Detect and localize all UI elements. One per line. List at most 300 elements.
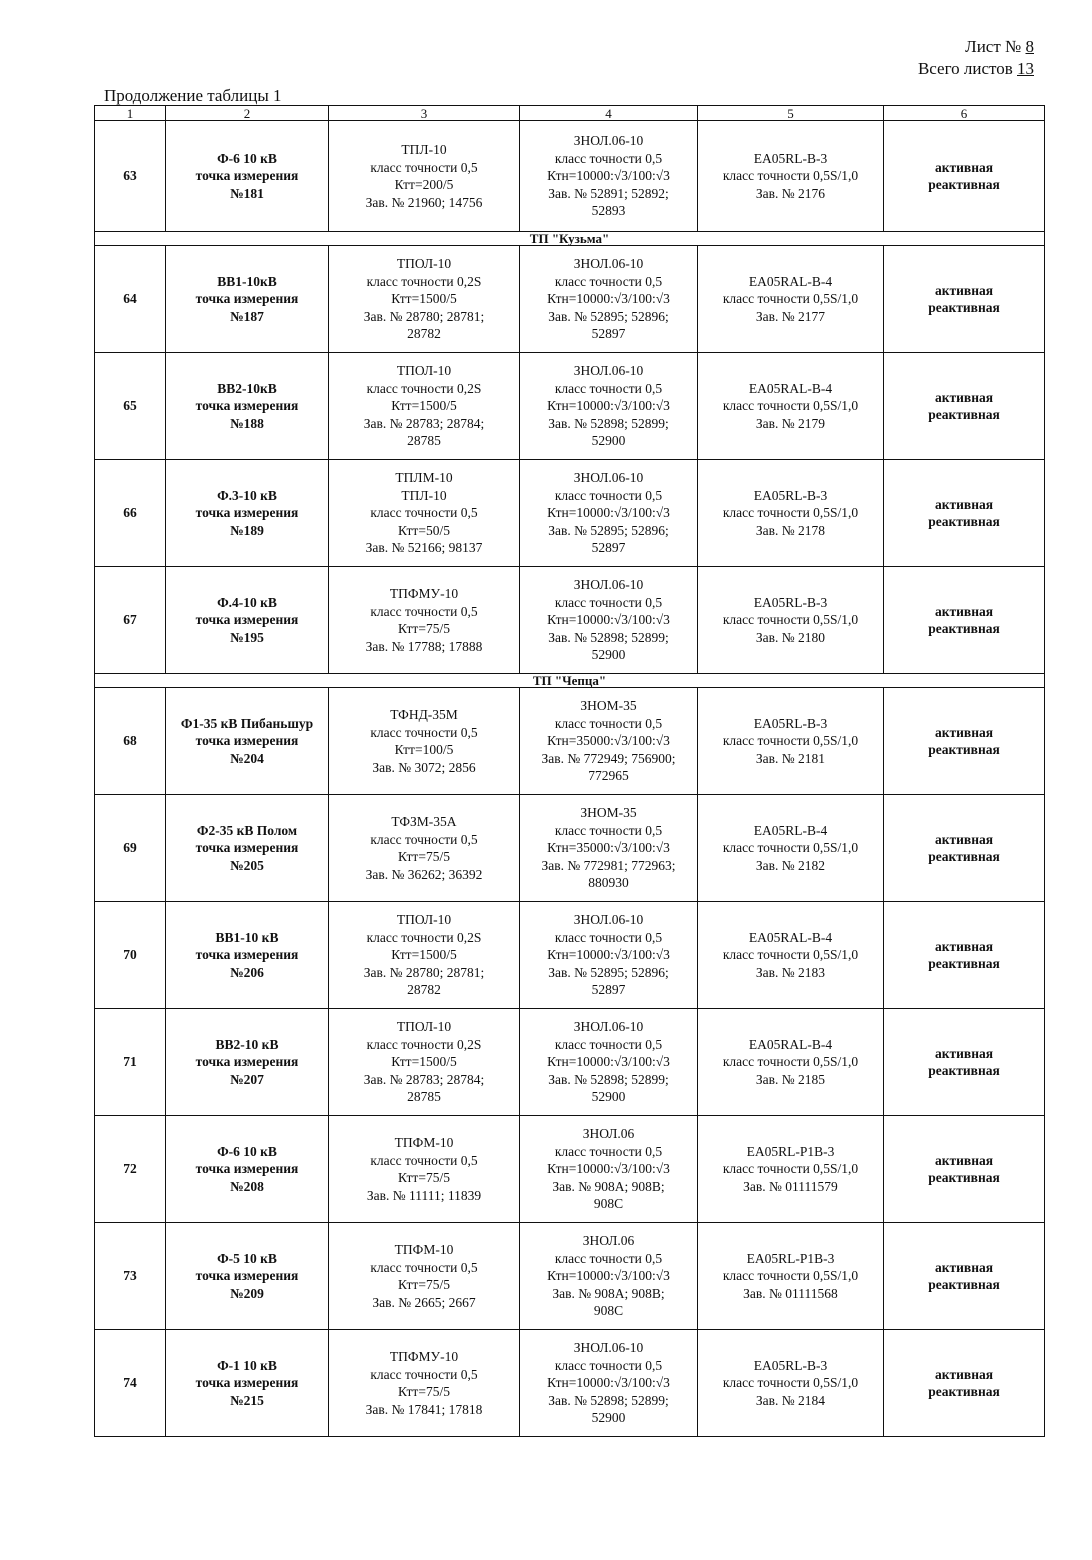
cell-line: ЗНОЛ.06-10: [573, 577, 644, 593]
cell-line: активная: [934, 1259, 994, 1275]
cell-line: ТФНД-35М: [390, 707, 458, 722]
energy-type-cell: [884, 121, 1045, 232]
cell-line: ЗНОЛ.06-10: [573, 1340, 644, 1356]
cell-line: класс точности 0,5: [554, 1250, 663, 1266]
cell-line: Ктт=1500/5: [391, 1054, 457, 1070]
voltage-transformer-cell: [520, 460, 698, 567]
cell-line: Ктн=10000:√3/100:√3: [547, 291, 670, 307]
meter-cell: [698, 567, 884, 674]
section-title: ТП "Кузьма": [95, 232, 1045, 246]
table-row: [95, 688, 1045, 795]
cell-line: 52897: [591, 326, 626, 342]
energy-type-cell: [884, 688, 1045, 795]
cell-line: Ктн=10000:√3/100:√3: [547, 398, 670, 414]
cell-line: EA05RAL-B-4: [748, 273, 833, 289]
energy-type-cell: [884, 1330, 1045, 1437]
cell-line: точка измерения: [195, 398, 299, 414]
measurement-points-table: [94, 105, 1045, 1437]
row-number-cell: 66: [95, 460, 166, 567]
cell-line: EA05RL-B-3: [753, 487, 828, 503]
cell-line: Ф-6 10 кВ: [217, 1143, 277, 1159]
meter-cell: [698, 795, 884, 902]
measurement-point-cell: [166, 353, 329, 460]
cell-line: реактивная: [928, 407, 1000, 422]
cell-line: №205: [230, 857, 264, 873]
voltage-transformer-cell: [520, 246, 698, 353]
measurement-point-cell: [166, 1223, 329, 1330]
table-row: [95, 567, 1045, 674]
current-transformer-cell: [329, 460, 520, 567]
total-number: 13: [1017, 59, 1034, 78]
cell-line: ВВ1-10кВ: [217, 273, 277, 289]
voltage-transformer-cell: [520, 353, 698, 460]
cell-line: класс точности 0,5S/1,0: [722, 733, 859, 749]
cell-line: Зав. № 52898; 52899;: [548, 1071, 669, 1087]
cell-line: №209: [230, 1285, 264, 1301]
voltage-transformer-cell: [520, 1116, 698, 1223]
cell-line: ЗНОЛ.06: [582, 1233, 635, 1249]
cell-line: реактивная: [928, 956, 1000, 971]
cell-line: точка измерения: [195, 947, 299, 963]
cell-line: ЗНОМ-35: [580, 698, 637, 714]
cell-line: 28785: [407, 1089, 441, 1105]
cell-line: Ф-5 10 кВ: [217, 1250, 277, 1266]
energy-type-cell: [884, 567, 1045, 674]
cell-line: EA05RL-B-3: [753, 150, 828, 166]
cell-line: точка измерения: [195, 505, 299, 521]
row-number-cell: 72: [95, 1116, 166, 1223]
cell-line: Зав. № 52895; 52896;: [548, 522, 669, 538]
cell-line: Ктт=1500/5: [391, 291, 457, 307]
cell-line: Ф.4-10 кВ: [217, 594, 277, 610]
cell-line: Зав. № 36262; 36392: [365, 866, 483, 882]
cell-line: Зав. № 2176: [755, 185, 826, 201]
cell-line: активная: [934, 831, 994, 847]
cell-line: Зав. № 01111568: [743, 1285, 838, 1301]
cell-line: №204: [230, 750, 264, 766]
cell-line: Ктн=10000:√3/100:√3: [547, 947, 670, 963]
meter-cell: [698, 902, 884, 1009]
total-sheets-line: [918, 58, 1034, 80]
cell-line: EA05RL-B-4: [753, 822, 828, 838]
table-row: [95, 460, 1045, 567]
cell-line: Зав. № 2182: [755, 857, 826, 873]
energy-type-cell: [884, 1116, 1045, 1223]
cell-line: Зав. № 17841; 17818: [365, 1401, 483, 1417]
cell-line: Зав. № 3072; 2856: [372, 759, 476, 775]
cell-line: класс точности 0,5S/1,0: [722, 1054, 859, 1070]
cell-line: EA05RAL-B-4: [748, 1036, 833, 1052]
table-row: [95, 353, 1045, 460]
cell-line: Ф.3-10 кВ: [217, 487, 277, 503]
cell-line: активная: [934, 1366, 994, 1382]
cell-line: точка измерения: [195, 840, 299, 856]
cell-line: 52893: [591, 203, 626, 219]
column-number: 6: [884, 106, 1045, 121]
cell-line: ТПЛМ-10: [395, 470, 453, 486]
cell-line: ЗНОЛ.06-10: [573, 1019, 644, 1035]
cell-line: ТПЛ-10: [401, 142, 447, 157]
column-number: 2: [166, 106, 329, 121]
sheet-number-line: [918, 36, 1034, 58]
cell-line: Ктн=10000:√3/100:√3: [547, 168, 670, 184]
cell-line: Ктт=75/5: [398, 849, 450, 864]
cell-line: класс точности 0,5S/1,0: [722, 168, 859, 184]
cell-line: Зав. № 11111; 11839: [366, 1187, 482, 1203]
cell-line: активная: [934, 159, 994, 175]
sheet-info: [918, 36, 1034, 80]
cell-line: точка измерения: [195, 1054, 299, 1070]
cell-line: класс точности 0,5S/1,0: [722, 398, 859, 414]
cell-line: 28785: [407, 433, 441, 449]
cell-line: Зав. № 2180: [755, 629, 826, 645]
cell-line: точка измерения: [195, 733, 299, 749]
current-transformer-cell: [329, 1116, 520, 1223]
cell-line: Ктн=10000:√3/100:√3: [547, 505, 670, 521]
cell-line: реактивная: [928, 1277, 1000, 1292]
cell-line: активная: [934, 282, 994, 298]
current-transformer-cell: [329, 246, 520, 353]
cell-line: активная: [934, 389, 994, 405]
cell-line: 52897: [591, 540, 626, 556]
cell-line: EA05RL-P1B-3: [746, 1250, 835, 1266]
cell-line: класс точности 0,5: [554, 380, 663, 396]
cell-line: ВВ2-10кВ: [217, 380, 277, 396]
cell-line: Ктн=10000:√3/100:√3: [547, 1161, 670, 1177]
measurement-point-cell: [166, 246, 329, 353]
cell-line: Ктт=200/5: [394, 177, 454, 192]
voltage-transformer-cell: [520, 795, 698, 902]
meter-cell: [698, 246, 884, 353]
table-row: [95, 121, 1045, 232]
cell-line: класс точности 0,5: [554, 594, 663, 610]
cell-line: Ктт=75/5: [398, 1170, 450, 1185]
cell-line: Зав. № 52898; 52899;: [548, 629, 669, 645]
cell-line: класс точности 0,2S: [366, 273, 482, 289]
cell-line: Ктн=10000:√3/100:√3: [547, 612, 670, 628]
cell-line: EA05RAL-B-4: [748, 380, 833, 396]
meter-cell: [698, 460, 884, 567]
cell-line: Ктт=75/5: [398, 1384, 450, 1399]
cell-line: класс точности 0,5: [370, 831, 478, 847]
cell-line: ЗНОЛ.06-10: [573, 363, 644, 379]
table-row: [95, 1223, 1045, 1330]
column-number-row: [95, 106, 1045, 121]
cell-line: класс точности 0,5: [554, 150, 663, 166]
cell-line: Ктн=35000:√3/100:√3: [547, 733, 670, 749]
cell-line: Зав. № 01111579: [743, 1178, 838, 1194]
energy-type-cell: [884, 1009, 1045, 1116]
cell-line: EA05RL-B-3: [753, 1357, 828, 1373]
cell-line: класс точности 0,5S/1,0: [722, 1375, 859, 1391]
cell-line: 52900: [591, 647, 626, 663]
cell-line: Зав. № 52898; 52899;: [548, 1392, 669, 1408]
current-transformer-cell: [329, 353, 520, 460]
cell-line: точка измерения: [195, 168, 299, 184]
cell-line: реактивная: [928, 621, 1000, 636]
cell-line: Ктт=75/5: [398, 621, 450, 636]
cell-line: класс точности 0,5S/1,0: [722, 1161, 859, 1177]
voltage-transformer-cell: [520, 902, 698, 1009]
cell-line: класс точности 0,5: [554, 273, 663, 289]
sheet-label: Лист №: [965, 37, 1022, 56]
cell-line: класс точности 0,5: [370, 1366, 478, 1382]
cell-line: Зав. № 908А; 908В;: [552, 1178, 665, 1194]
table-row: [95, 1009, 1045, 1116]
row-number-cell: 65: [95, 353, 166, 460]
cell-line: ТПОЛ-10: [396, 912, 452, 928]
cell-line: EA05RL-B-3: [753, 715, 828, 731]
meter-cell: [698, 1116, 884, 1223]
cell-line: №188: [230, 415, 264, 431]
cell-line: реактивная: [928, 1384, 1000, 1399]
section-header-row: [95, 674, 1045, 688]
cell-line: точка измерения: [195, 291, 299, 307]
meter-cell: [698, 353, 884, 460]
voltage-transformer-cell: [520, 567, 698, 674]
cell-line: Зав. № 52895; 52896;: [548, 308, 669, 324]
row-number-cell: 64: [95, 246, 166, 353]
cell-line: EA05RAL-B-4: [748, 929, 833, 945]
cell-line: Ктт=50/5: [398, 522, 450, 538]
cell-line: 52900: [591, 433, 626, 449]
cell-line: класс точности 0,5S/1,0: [722, 840, 859, 856]
cell-line: Ктн=10000:√3/100:√3: [547, 1375, 670, 1391]
meter-cell: [698, 1330, 884, 1437]
row-number-cell: 73: [95, 1223, 166, 1330]
cell-line: ТПФМУ-10: [389, 586, 459, 601]
cell-line: Ктн=10000:√3/100:√3: [547, 1054, 670, 1070]
voltage-transformer-cell: [520, 1009, 698, 1116]
table-continuation-caption: Продолжение таблицы 1: [104, 86, 282, 105]
cell-line: класс точности 0,5: [370, 1152, 478, 1168]
table-row: [95, 246, 1045, 353]
meter-cell: [698, 121, 884, 232]
cell-line: точка измерения: [195, 1268, 299, 1284]
cell-line: класс точности 0,5: [554, 1357, 663, 1373]
cell-line: Зав. № 2178: [755, 522, 826, 538]
cell-line: Зав. № 28783; 28784;: [363, 415, 485, 431]
cell-line: ЗНОЛ.06-10: [573, 912, 644, 928]
cell-line: Ф2-35 кВ Полом: [196, 822, 298, 838]
cell-line: №195: [230, 629, 264, 645]
cell-line: Ф-6 10 кВ: [217, 150, 277, 166]
cell-line: точка измерения: [195, 1375, 299, 1391]
cell-line: ЗНОЛ.06-10: [573, 470, 644, 486]
cell-line: Зав. № 28783; 28784;: [363, 1071, 485, 1087]
cell-line: класс точности 0,2S: [366, 380, 482, 396]
cell-line: класс точности 0,5: [554, 715, 663, 731]
cell-line: класс точности 0,5: [370, 159, 478, 175]
cell-line: реактивная: [928, 300, 1000, 315]
measurement-point-cell: [166, 795, 329, 902]
current-transformer-cell: [329, 1330, 520, 1437]
column-number: 1: [95, 106, 166, 121]
cell-line: Зав. № 772949; 756900;: [541, 750, 676, 766]
cell-line: класс точности 0,5: [554, 487, 663, 503]
row-number-cell: 69: [95, 795, 166, 902]
cell-line: Зав. № 2179: [755, 415, 826, 431]
cell-line: Зав. № 2183: [755, 964, 826, 980]
current-transformer-cell: [329, 688, 520, 795]
cell-line: 772965: [588, 768, 629, 784]
cell-line: ТФЗМ-35А: [391, 814, 457, 829]
meter-cell: [698, 1009, 884, 1116]
cell-line: ЗНОЛ.06-10: [573, 133, 644, 149]
cell-line: класс точности 0,5S/1,0: [722, 1268, 859, 1284]
cell-line: активная: [934, 603, 994, 619]
cell-line: 908С: [593, 1303, 624, 1319]
cell-line: №206: [230, 964, 264, 980]
cell-line: активная: [934, 724, 994, 740]
total-label: Всего листов: [917, 59, 1013, 78]
cell-line: активная: [934, 496, 994, 512]
cell-line: №189: [230, 522, 264, 538]
cell-line: класс точности 0,5: [554, 822, 663, 838]
cell-line: Зав. № 2177: [755, 308, 826, 324]
cell-line: Зав. № 52891; 52892;: [548, 185, 669, 201]
cell-line: Ктн=10000:√3/100:√3: [547, 1268, 670, 1284]
cell-line: Зав. № 2184: [755, 1392, 826, 1408]
cell-line: класс точности 0,5: [554, 1036, 663, 1052]
measurement-point-cell: [166, 460, 329, 567]
column-number: 5: [698, 106, 884, 121]
cell-line: Ктт=1500/5: [391, 947, 457, 963]
cell-line: класс точности 0,5: [370, 724, 478, 740]
cell-line: класс точности 0,5S/1,0: [722, 291, 859, 307]
cell-line: ЗНОМ-35: [580, 805, 637, 821]
energy-type-cell: [884, 1223, 1045, 1330]
cell-line: 52900: [591, 1089, 626, 1105]
cell-line: 880930: [588, 875, 629, 891]
row-number-cell: 71: [95, 1009, 166, 1116]
cell-line: активная: [934, 938, 994, 954]
cell-line: Зав. № 52895; 52896;: [548, 964, 669, 980]
table-row: [95, 1330, 1045, 1437]
meter-cell: [698, 1223, 884, 1330]
cell-line: класс точности 0,5S/1,0: [722, 947, 859, 963]
cell-line: 52900: [591, 1410, 626, 1426]
cell-line: класс точности 0,2S: [366, 929, 482, 945]
section-header-row: [95, 232, 1045, 246]
column-number: 4: [520, 106, 698, 121]
measurement-point-cell: [166, 1009, 329, 1116]
cell-line: Зав. № 2185: [755, 1071, 826, 1087]
sheet-number: 8: [1025, 37, 1034, 56]
row-number-cell: 63: [95, 121, 166, 232]
cell-line: точка измерения: [195, 612, 299, 628]
cell-line: класс точности 0,5S/1,0: [722, 612, 859, 628]
current-transformer-cell: [329, 567, 520, 674]
cell-line: 28782: [407, 982, 441, 998]
measurement-point-cell: [166, 567, 329, 674]
measurement-point-cell: [166, 1116, 329, 1223]
cell-line: ТПЛ-10: [401, 487, 447, 503]
cell-line: ТПФМУ-10: [389, 1349, 459, 1364]
cell-line: ЗНОЛ.06: [582, 1126, 635, 1142]
cell-line: активная: [934, 1045, 994, 1061]
cell-line: ТПОЛ-10: [396, 1019, 452, 1035]
cell-line: Зав. № 52898; 52899;: [548, 415, 669, 431]
voltage-transformer-cell: [520, 1330, 698, 1437]
voltage-transformer-cell: [520, 688, 698, 795]
column-number: 3: [329, 106, 520, 121]
cell-line: класс точности 0,5: [370, 505, 478, 521]
cell-line: 908С: [593, 1196, 624, 1212]
cell-line: класс точности 0,5S/1,0: [722, 505, 859, 521]
cell-line: 52897: [591, 982, 626, 998]
measurement-point-cell: [166, 121, 329, 232]
measurement-point-cell: [166, 688, 329, 795]
cell-line: Зав. № 2181: [755, 750, 826, 766]
row-number-cell: 68: [95, 688, 166, 795]
cell-line: 28782: [407, 326, 441, 342]
energy-type-cell: [884, 460, 1045, 567]
cell-line: Зав. № 28780; 28781;: [363, 964, 485, 980]
cell-line: реактивная: [928, 742, 1000, 757]
cell-line: реактивная: [928, 514, 1000, 529]
current-transformer-cell: [329, 795, 520, 902]
cell-line: класс точности 0,5: [554, 1143, 663, 1159]
meter-cell: [698, 688, 884, 795]
cell-line: класс точности 0,5: [554, 929, 663, 945]
current-transformer-cell: [329, 1223, 520, 1330]
cell-line: реактивная: [928, 177, 1000, 192]
row-number-cell: 74: [95, 1330, 166, 1437]
current-transformer-cell: [329, 902, 520, 1009]
cell-line: EA05RL-B-3: [753, 594, 828, 610]
cell-line: Ктт=1500/5: [391, 398, 457, 414]
measurement-point-cell: [166, 1330, 329, 1437]
cell-line: Зав. № 17788; 17888: [365, 638, 483, 654]
cell-line: класс точности 0,2S: [366, 1036, 482, 1052]
cell-line: точка измерения: [195, 1161, 299, 1177]
cell-line: Зав. № 2665; 2667: [372, 1294, 476, 1310]
cell-line: реактивная: [928, 1170, 1000, 1185]
energy-type-cell: [884, 353, 1045, 460]
cell-line: ЗНОЛ.06-10: [573, 256, 644, 272]
energy-type-cell: [884, 246, 1045, 353]
cell-line: EA05RL-P1B-3: [746, 1143, 835, 1159]
cell-line: активная: [934, 1152, 994, 1168]
cell-line: №207: [230, 1071, 264, 1087]
cell-line: класс точности 0,5: [370, 603, 478, 619]
cell-line: №181: [230, 185, 264, 201]
cell-line: Зав. № 21960; 14756: [365, 194, 483, 210]
section-title: ТП "Чепца": [95, 674, 1045, 688]
cell-line: Ф-1 10 кВ: [217, 1357, 277, 1373]
cell-line: Ктт=75/5: [398, 1277, 450, 1292]
row-number-cell: 70: [95, 902, 166, 1009]
cell-line: реактивная: [928, 849, 1000, 864]
table-row: [95, 1116, 1045, 1223]
current-transformer-cell: [329, 1009, 520, 1116]
table-row: [95, 795, 1045, 902]
cell-line: Ктн=35000:√3/100:√3: [547, 840, 670, 856]
cell-line: ТПОЛ-10: [396, 256, 452, 272]
cell-line: Ф1-35 кВ Пибаньшур: [180, 715, 314, 731]
cell-line: №187: [230, 308, 264, 324]
cell-line: Ктт=100/5: [394, 742, 454, 757]
cell-line: №215: [230, 1392, 264, 1408]
cell-line: Зав. № 28780; 28781;: [363, 308, 485, 324]
cell-line: Зав. № 52166; 98137: [365, 540, 483, 556]
row-number-cell: 67: [95, 567, 166, 674]
cell-line: ТПФМ-10: [394, 1135, 454, 1150]
voltage-transformer-cell: [520, 1223, 698, 1330]
cell-line: класс точности 0,5: [370, 1259, 478, 1275]
measurement-point-cell: [166, 902, 329, 1009]
